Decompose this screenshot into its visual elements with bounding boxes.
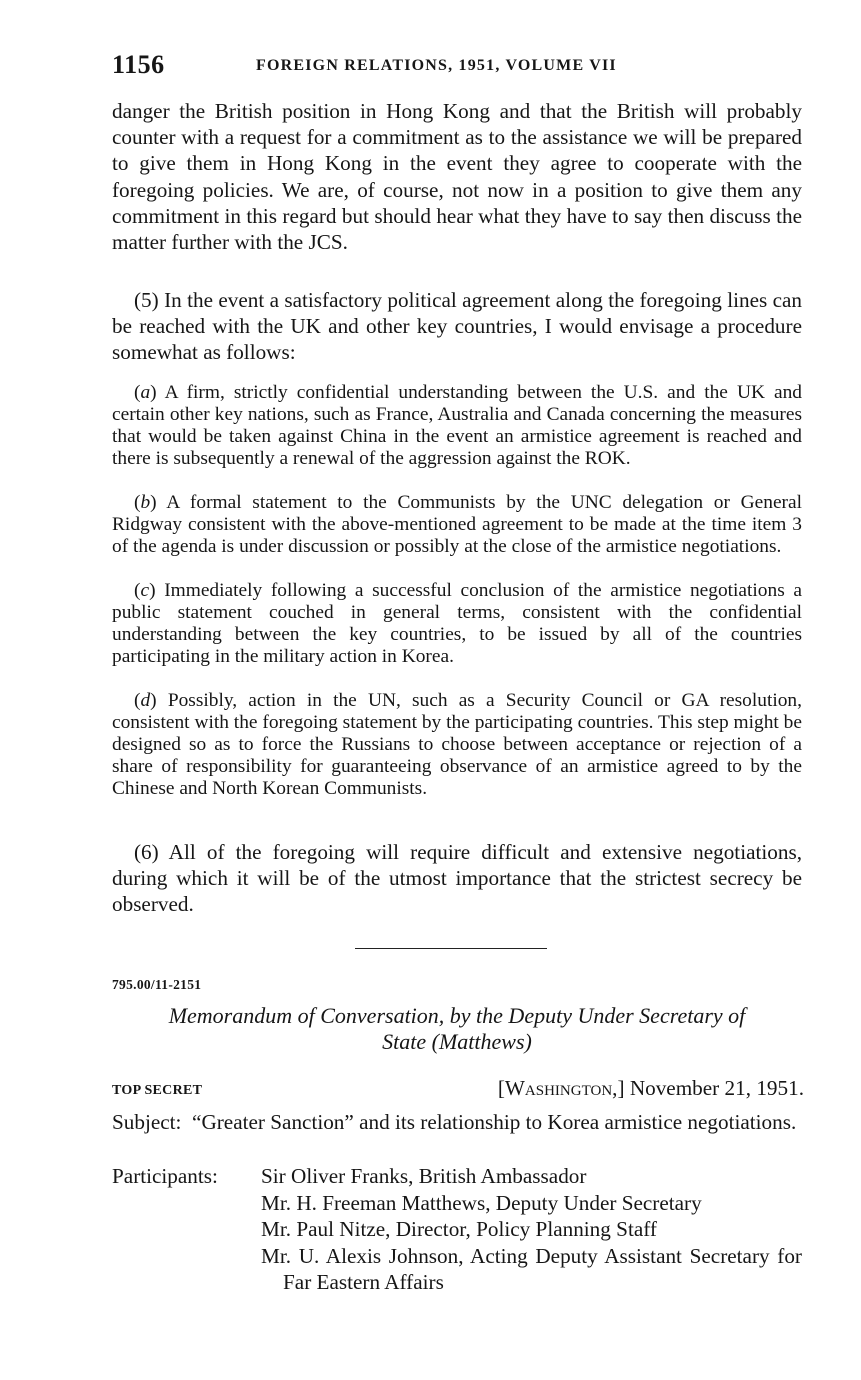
item-marker-close: )	[149, 580, 156, 601]
place: [Washington,]	[497, 1076, 625, 1100]
participants-list	[261, 1163, 802, 1296]
list-item-d	[112, 690, 802, 800]
classification-label: TOP SECRET	[112, 1083, 203, 1098]
paragraph-6: (6) All of the foregoing will require difficult and extensive negotiations, during which it will be of the utmost importance that the strictest secrecy be observed.	[112, 840, 802, 917]
subject-label: Subject:	[112, 1110, 182, 1134]
item-marker-close: )	[150, 492, 157, 513]
page-number: 1156	[112, 50, 165, 79]
memo-title-line2: State (Matthews)	[382, 1029, 532, 1054]
participants-label: Participants:	[112, 1164, 218, 1188]
subject-line	[112, 1110, 802, 1134]
list-item-b	[112, 492, 802, 558]
list-item-a	[112, 382, 802, 470]
paragraph-5: (5) In the event a satisfactory political agreement along the foregoing lines can be reached with the UK and other key countries, I would envisage a procedure somewhat as follows:	[112, 288, 802, 365]
item-letter: b	[140, 492, 151, 513]
item-marker-open: (	[134, 492, 141, 513]
date: November 21, 1951.	[629, 1076, 804, 1100]
participant: Sir Oliver Franks, British Ambassador	[261, 1164, 587, 1188]
running-header	[112, 50, 802, 84]
memo-title-line1: Memorandum of Conversation, by the Deputy Under Secretary of	[168, 1003, 746, 1028]
item-marker-close: )	[150, 690, 157, 711]
item-text: A formal statement to the Communists by the UNC delegation or General Ridgway consistent with the above-mentioned agreement to be made at the time item 3 of the agenda is under discussion or possibly at the close of the armistice negotiations.	[112, 492, 803, 557]
item-marker-open: (	[134, 580, 141, 601]
section-divider	[355, 948, 547, 949]
item-letter: a	[140, 382, 151, 403]
item-marker-open: (	[134, 690, 141, 711]
participant: Mr. U. Alexis Johnson, Acting Deputy Assistant Secretary for Far Eastern Affairs	[261, 1243, 802, 1294]
list-item-c	[112, 580, 802, 668]
dateline	[498, 1076, 804, 1101]
item-marker-close: )	[150, 382, 157, 403]
item-letter: c	[140, 580, 150, 601]
item-letter: d	[140, 690, 151, 711]
participant: Mr. Paul Nitze, Director, Policy Planning Staff	[261, 1217, 657, 1241]
paragraph-continued: danger the British position in Hong Kong and that the British will probably counter with a request for a commitment as to the assistance we will be prepared to give them in Hong Kong in the event they agree to cooperate with the foregoing policies. We are, of course, not now in a position to give them any commitment in this regard but should hear what they have to say then discuss the matter further with the JCS.	[112, 99, 802, 255]
participant: Mr. H. Freeman Matthews, Deputy Under Secretary	[261, 1190, 702, 1215]
item-text: Immediately following a successful conclusion of the armistice negotiations a public statement couched in general terms, consistent with the confidential understanding between the key countries, to be issued by all of the countries participating in the military action in Korea.	[112, 580, 802, 667]
item-text: Possibly, action in the UN, such as a Security Council or GA resolution, consistent with the foregoing statement by the participating countries. This step might be designed so as to force the Russians to choose between acceptance or rejection of a share of responsibility for guaranteeing observance of an armistice agreed to by the Chinese and North Korean Communists.	[112, 690, 802, 799]
item-text: A firm, strictly confidential understanding between the U.S. and the UK and certain other key nations, such as France, Australia and Canada concerning the measures that would be taken against China in the event an armistice agreement is reached and there is subsequently a renewal of the aggression against the ROK.	[112, 382, 802, 469]
subject-text: “Greater Sanction” and its relationship to Korea armistice negotiations.	[192, 1110, 797, 1134]
running-title: FOREIGN RELATIONS, 1951, VOLUME VII	[256, 57, 617, 74]
item-marker-open: (	[134, 382, 141, 403]
file-number: 795.00/11-2151	[112, 977, 202, 992]
memo-title	[112, 1003, 802, 1055]
